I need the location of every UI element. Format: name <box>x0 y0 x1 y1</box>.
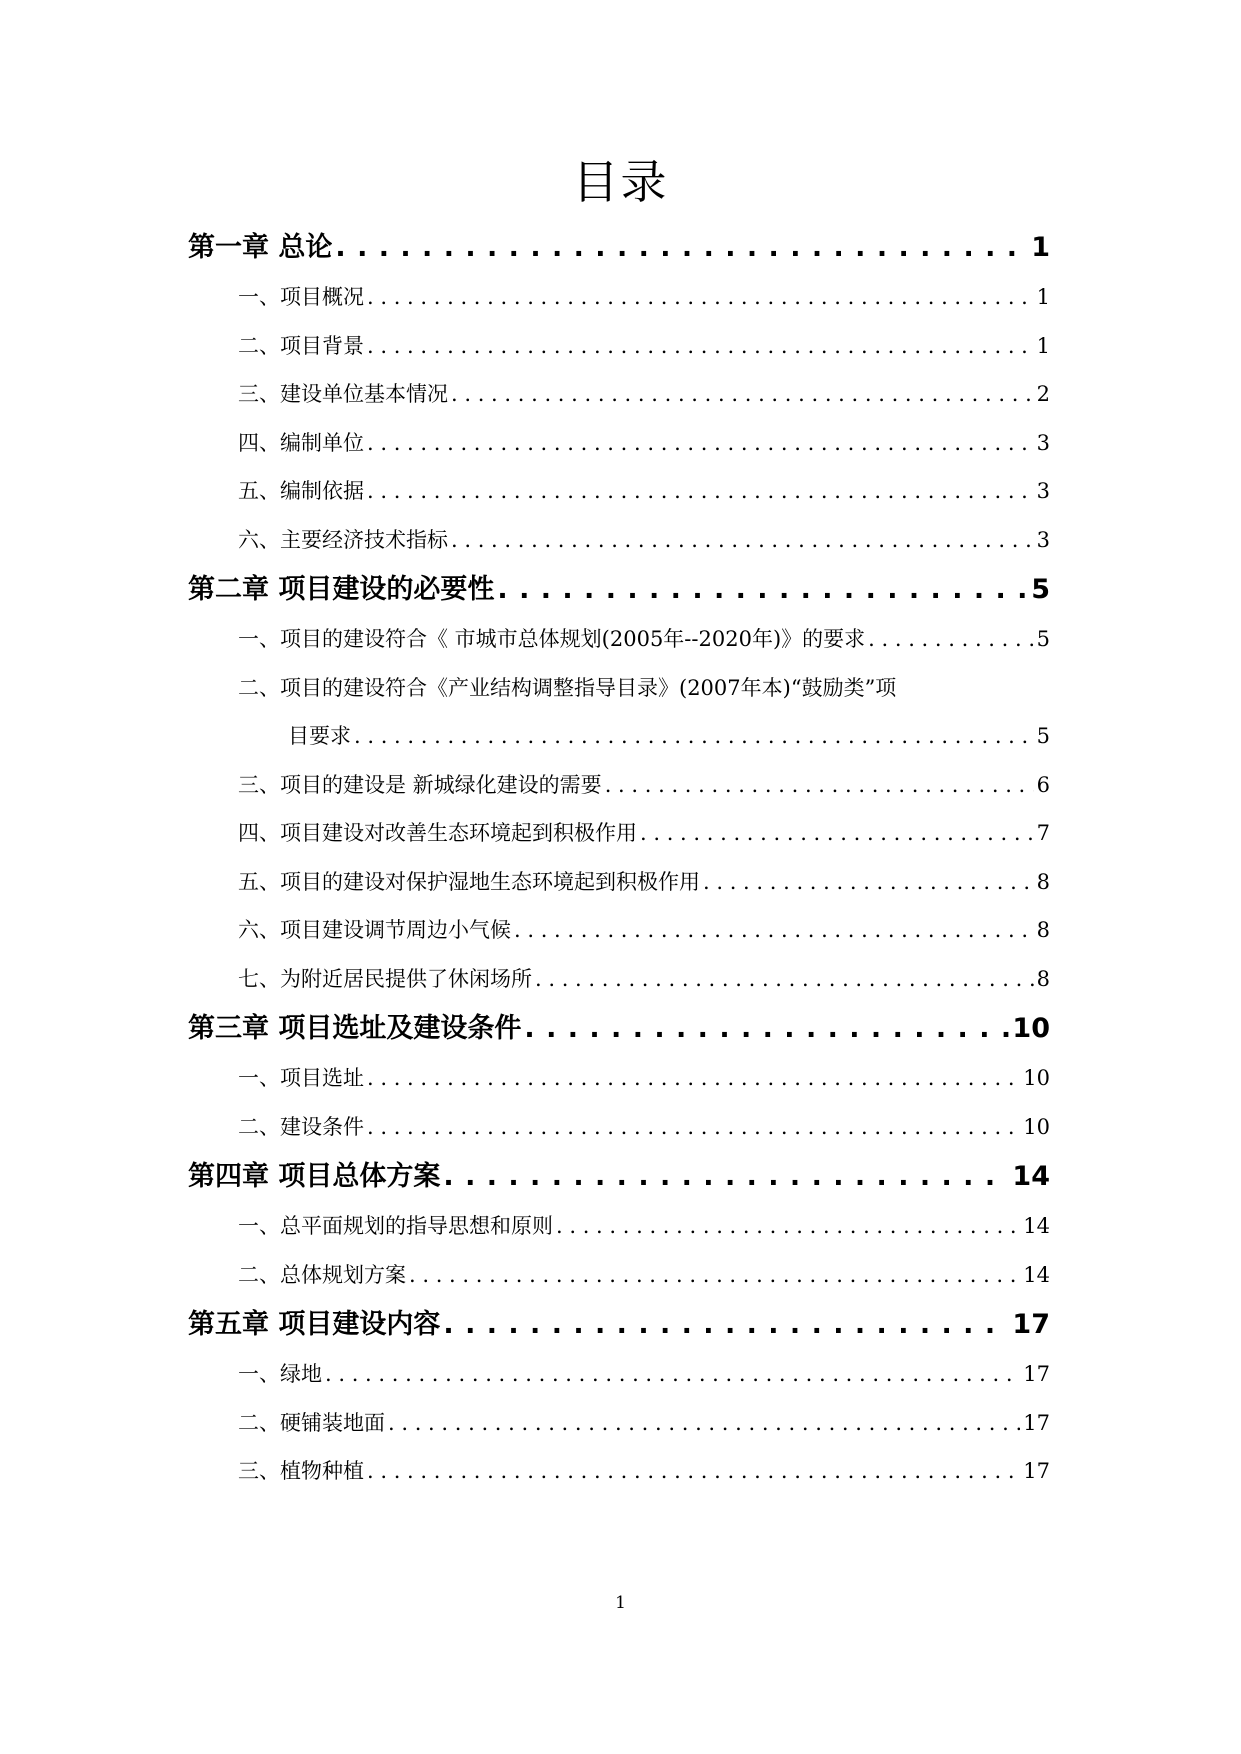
toc-label: 五、编制依据 <box>238 479 364 503</box>
toc-label: 一、项目选址 <box>238 1066 364 1090</box>
toc-page: 1 <box>1036 285 1050 309</box>
dot-leader <box>640 809 1034 858</box>
toc-page: 8 <box>1036 966 1050 991</box>
dot-leader <box>605 761 1034 810</box>
toc-section-2-1[interactable] <box>188 615 1050 664</box>
toc-chapter-5[interactable] <box>188 1299 1050 1350</box>
toc-label: 一、绿地 <box>238 1362 322 1386</box>
dot-leader <box>514 906 1034 955</box>
toc-page: 17 <box>1023 1459 1050 1483</box>
toc-label: 二、硬铺装地面 <box>238 1410 385 1435</box>
dot-leader <box>556 1202 1020 1251</box>
toc-label: 六、主要经济技术指标 <box>238 527 448 552</box>
toc-section-2-3[interactable] <box>188 761 1050 810</box>
toc-page: 8 <box>1036 869 1050 894</box>
toc-page: 3 <box>1036 479 1050 503</box>
dot-leader <box>868 615 1033 664</box>
toc-section-4-1[interactable] <box>188 1202 1050 1251</box>
page-title: 目录 <box>572 155 669 209</box>
toc-section-3-2[interactable] <box>188 1103 1050 1152</box>
toc-label: 五、项目的建设对保护湿地生态环境起到积极作用 <box>238 869 700 894</box>
table-of-contents <box>188 222 1050 1496</box>
dot-leader <box>367 273 1034 322</box>
dot-leader <box>443 1299 1009 1350</box>
toc-section-1-6[interactable] <box>188 516 1050 565</box>
toc-page: 8 <box>1036 918 1050 942</box>
toc-page: 6 <box>1036 772 1050 797</box>
toc-label: 四、项目建设对改善生态环境起到积极作用 <box>238 821 637 845</box>
toc-page: 1 <box>1031 232 1050 263</box>
toc-label: 三、建设单位基本情况 <box>238 382 448 406</box>
dot-leader <box>497 564 1028 615</box>
toc-label: 第四章 项目总体方案 <box>188 1161 441 1192</box>
toc-chapter-2[interactable] <box>188 564 1050 615</box>
dot-leader <box>451 370 1034 419</box>
page-number: 1 <box>615 1593 626 1613</box>
toc-section-1-3[interactable] <box>188 370 1050 419</box>
toc-label: 一、总平面规划的指导思想和原则 <box>238 1214 553 1238</box>
toc-label-line-1: 二、项目的建设符合《产业结构调整指导目录》(2007年本)“鼓励类”项 <box>238 675 897 700</box>
toc-label: 一、项目的建设符合《 市城市总体规划(2005年--2020年)》的要求 <box>238 627 866 651</box>
dot-leader <box>354 712 1034 761</box>
toc-section-5-2[interactable] <box>188 1399 1050 1448</box>
toc-page: 10 <box>1012 1013 1050 1044</box>
toc-page: 17 <box>1023 1410 1050 1435</box>
toc-label: 一、项目概况 <box>238 285 364 309</box>
toc-label: 三、项目的建设是 新城绿化建设的需要 <box>238 772 602 797</box>
toc-page: 14 <box>1012 1161 1050 1192</box>
toc-page: 3 <box>1036 527 1050 552</box>
dot-leader <box>367 1447 1020 1496</box>
toc-section-1-2[interactable] <box>188 322 1050 371</box>
dot-leader <box>703 858 1034 907</box>
toc-label: 三、植物种植 <box>238 1459 364 1483</box>
toc-section-2-5[interactable] <box>188 858 1050 907</box>
toc-section-1-5[interactable] <box>188 467 1050 516</box>
dot-leader <box>367 419 1034 468</box>
dot-leader <box>367 322 1034 371</box>
toc-section-5-1[interactable] <box>188 1350 1050 1399</box>
dot-leader <box>367 1103 1020 1152</box>
toc-label: 第五章 项目建设内容 <box>188 1309 441 1340</box>
toc-label: 七、为附近居民提供了休闲场所 <box>238 966 532 991</box>
toc-page: 2 <box>1036 382 1050 406</box>
toc-section-2-6[interactable] <box>188 906 1050 955</box>
toc-page: 10 <box>1023 1114 1050 1139</box>
dot-leader <box>335 222 1028 273</box>
dot-leader <box>443 1151 1009 1202</box>
toc-section-2-2[interactable] <box>188 664 1050 761</box>
toc-section-1-4[interactable] <box>188 419 1050 468</box>
dot-leader <box>409 1251 1020 1300</box>
toc-section-2-7[interactable] <box>188 955 1050 1004</box>
toc-label: 二、项目背景 <box>238 333 364 358</box>
toc-chapter-1[interactable] <box>188 222 1050 273</box>
toc-section-2-4[interactable] <box>188 809 1050 858</box>
dot-leader <box>367 1054 1020 1103</box>
toc-page: 7 <box>1036 821 1050 845</box>
toc-label-line-2: 目要求 <box>288 724 351 748</box>
toc-label: 第三章 项目选址及建设条件 <box>188 1013 522 1044</box>
toc-page: 10 <box>1023 1066 1050 1090</box>
toc-page: 5 <box>1036 724 1050 748</box>
dot-leader <box>524 1003 1009 1054</box>
toc-page: 3 <box>1036 430 1050 455</box>
toc-chapter-3[interactable] <box>188 1003 1050 1054</box>
toc-chapter-4[interactable] <box>188 1151 1050 1202</box>
toc-label: 第一章 总论 <box>188 232 333 263</box>
dot-leader <box>325 1350 1020 1399</box>
dot-leader <box>535 955 1034 1004</box>
toc-label: 二、建设条件 <box>238 1114 364 1139</box>
dot-leader <box>451 516 1034 565</box>
toc-page: 14 <box>1023 1214 1050 1238</box>
toc-page: 14 <box>1023 1262 1050 1287</box>
toc-section-3-1[interactable] <box>188 1054 1050 1103</box>
toc-label: 六、项目建设调节周边小气候 <box>238 918 511 942</box>
toc-page: 1 <box>1036 333 1050 358</box>
toc-page: 17 <box>1012 1309 1050 1340</box>
toc-page: 5 <box>1036 627 1050 651</box>
dot-leader <box>388 1399 1020 1448</box>
toc-label: 第二章 项目建设的必要性 <box>188 574 495 605</box>
toc-section-1-1[interactable] <box>188 273 1050 322</box>
toc-label: 四、编制单位 <box>238 430 364 455</box>
toc-section-5-3[interactable] <box>188 1447 1050 1496</box>
toc-label: 二、总体规划方案 <box>238 1262 406 1287</box>
dot-leader <box>367 467 1034 516</box>
toc-page: 17 <box>1023 1362 1050 1386</box>
toc-page: 5 <box>1031 574 1050 605</box>
toc-section-4-2[interactable] <box>188 1251 1050 1300</box>
